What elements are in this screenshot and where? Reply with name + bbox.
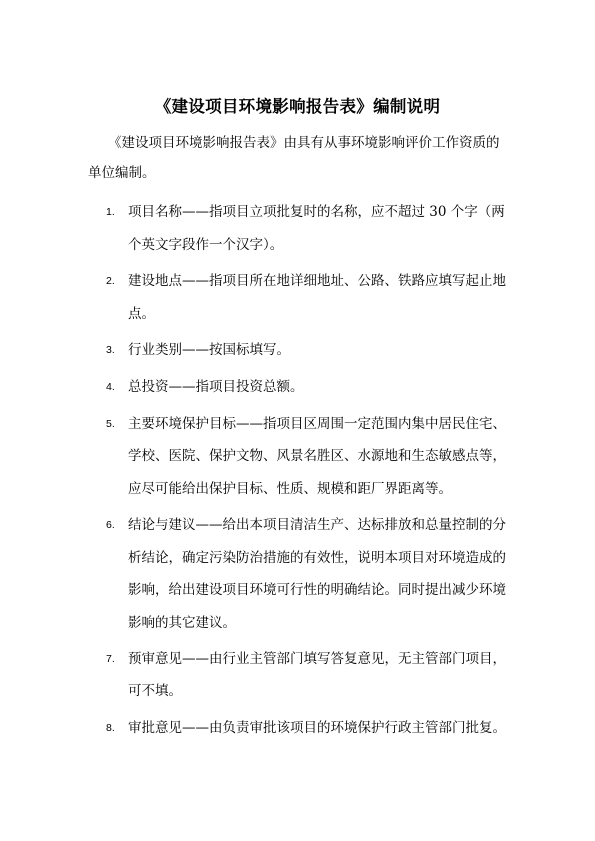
list-item-text [128,408,520,506]
list-item-number: 1. [106,206,115,218]
list-item-text [128,509,520,639]
list-item-line: 预审意见——由行业主管部门填写答复意见，无主管部门项目， [128,650,506,667]
list-item-text [128,265,520,330]
list-item-text [128,334,520,367]
list-item-line: 结论与建议——给出本项目清洁生产、达标排放和总量控制的分 [128,517,506,534]
list-item-text [128,712,520,745]
intro-line-2: 单位编制。 [88,165,156,181]
list-item-text [128,371,520,404]
list-item-line: 析结论，确定污染防治措施的有效性，说明本项目对环境造成的 [128,549,506,566]
list-item-text [128,196,520,261]
list-item-line: 应尽可能给出保护目标、性质、规模和距厂界距离等。 [128,480,452,497]
list-item-line: 可不填。 [128,683,182,700]
list-item-number: 2. [106,275,115,288]
list-item-line: 主要环境保护目标——指项目区周围一定范围内集中居民住宅、 [128,415,506,432]
intro-paragraph [88,128,528,188]
list-item-line: 行业类别——按国标填写。 [128,342,290,359]
list-item-line: 点。 [128,305,155,322]
list-item-line: 项目名称——指项目立项批复时的名称，应不超过 30 个字（两 [128,204,505,220]
page-title: 《建设项目环境影响报告表》编制说明 [154,97,441,116]
list-item-line: 影响的其它建议。 [128,614,236,631]
list-item-line: 总投资——指项目投资总额。 [128,379,304,395]
list-item-line: 建设地点——指项目所在地详细地址、公路、铁路应填写起止地 [128,273,506,290]
list-item-number: 4. [106,381,115,393]
intro-line-1: 《建设项目环境影响报告表》由具有从事环境影响评价工作资质的 [108,135,500,151]
list-item-number: 5. [106,417,115,430]
list-item-line: 学校、医院、保护文物、风景名胜区、水源地和生态敏感点等， [128,448,506,465]
list-item-number: 3. [106,344,115,357]
list-item-line: 个英文字段作一个汉字）。 [128,236,284,253]
list-item-number: 7. [106,652,115,665]
list-item-number: 8. [106,722,115,734]
list-item-line: 影响，给出建设项目环境可行性的明确结论。同时提出减少环境 [128,582,506,599]
list-item-text [128,643,520,708]
list-item-line: 审批意见——由负责审批该项目的环境保护行政主管部门批复。 [128,720,506,736]
list-item-number: 6. [106,519,115,532]
